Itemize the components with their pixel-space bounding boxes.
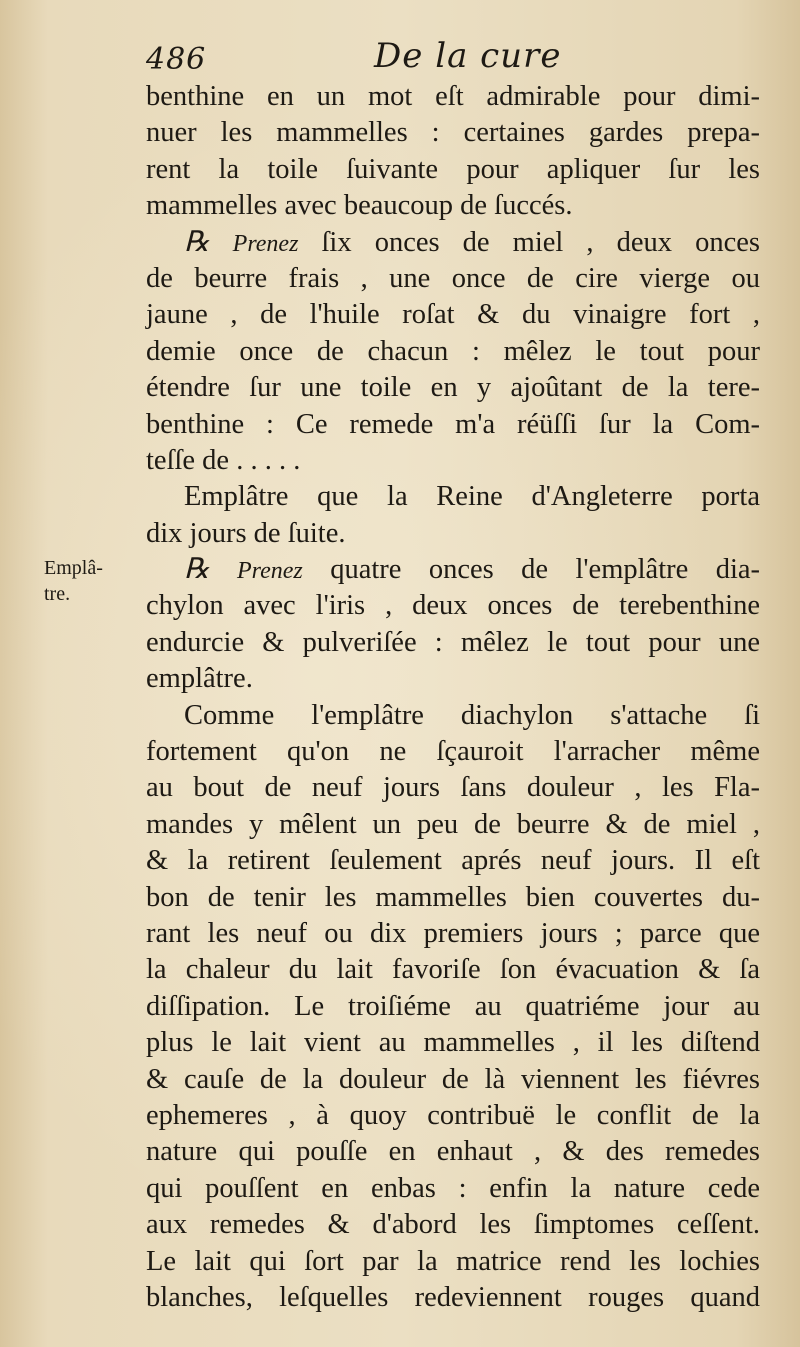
line-text: rant les neuf ou dix premiers jours ; parce que (146, 917, 760, 949)
line-text: nature qui pouſſe en enhaut , & des remedes (146, 1136, 760, 1168)
running-title: De la cure (374, 36, 562, 76)
line-text: aux remedes & d'abord les ſimptomes ceſſent. (146, 1209, 760, 1241)
text-line (146, 1280, 760, 1316)
line-text: plus le lait vient au mammelles , il les diſtend (146, 1027, 760, 1059)
line-text: ſix onces de miel , deux onces (321, 226, 761, 258)
text-line (146, 1025, 760, 1061)
text-line (146, 1134, 760, 1170)
line-text: au bout de neuf jours ſans douleur , les Fla- (146, 772, 760, 804)
line-text: & cauſe de la douleur de là viennent les fiévres (146, 1063, 760, 1095)
line-text: emplâtre. (146, 663, 253, 695)
line-text: bon de tenir les mammelles bien couvertes du- (146, 881, 760, 913)
line-text: la chaleur du lait favoriſe ſon évacuation & ſa (146, 954, 760, 986)
text-line (146, 297, 760, 333)
text-line (146, 807, 760, 843)
text-line (146, 1098, 760, 1134)
line-text: nuer les mammelles : certaines gardes prepa- (146, 117, 760, 149)
text-line (146, 1171, 760, 1207)
line-text: Comme l'emplâtre diachylon s'attache ſi (184, 699, 760, 731)
line-text: blanches, leſquelles redeviennent rouges quand (146, 1281, 760, 1313)
line-text: qui pouſſent en enbas : enfin la nature cede (146, 1172, 760, 1204)
italic-word: Prenez (237, 558, 303, 585)
text-line (146, 661, 760, 697)
line-text: étendre ſur une toile en y ajoûtant de la tere- (146, 372, 760, 404)
margin-note-line: tre. (44, 583, 71, 605)
line-text: jaune , de l'huile roſat & du vinaigre fort , (146, 299, 760, 331)
text-line (146, 479, 760, 515)
text-line (146, 1062, 760, 1098)
text-line (146, 843, 760, 879)
text-line (146, 1244, 760, 1280)
line-text: mandes y mêlent un peu de beurre & de miel , (146, 808, 760, 840)
text-line (146, 516, 760, 552)
text-line (146, 1207, 760, 1243)
recipe-symbol: ℞ (184, 226, 210, 258)
text-line (146, 407, 760, 443)
margin-note (44, 555, 103, 607)
line-text: benthine : Ce remede m'a réüſſi ſur la Com- (146, 408, 760, 440)
text-line (146, 588, 760, 624)
line-text: mammelles avec beaucoup de ſuccés. (146, 190, 573, 222)
italic-word: Prenez (232, 230, 299, 257)
text-line (146, 552, 760, 588)
line-text: de beurre frais , une once de cire vierge ou (146, 262, 760, 294)
text-line (146, 261, 760, 297)
text-line (146, 952, 760, 988)
line-text: demie once de chacun : mêlez le tout pour (146, 335, 760, 367)
line-text: Emplâtre que la Reine d'Angleterre porta (184, 481, 760, 513)
line-text: benthine en un mot eſt admirable pour dimi- (146, 81, 760, 112)
line-text: & la retirent ſeulement aprés neuf jours. Il eſt (146, 845, 760, 877)
text-line (146, 625, 760, 661)
line-text: Le lait qui ſort par la matrice rend les lochies (146, 1245, 760, 1277)
line-text: teſſe de . . . . . (146, 444, 301, 476)
text-line (146, 79, 760, 115)
body-text (146, 79, 760, 1316)
line-text: quatre onces de l'emplâtre dia- (330, 554, 760, 586)
line-text: fortement qu'on ne ſçauroit l'arracher même (146, 736, 760, 768)
line-text: endurcie & pulveriſée : mêlez le tout pour une (146, 626, 760, 658)
text-line (146, 152, 760, 188)
text-line (146, 188, 760, 224)
line-text: diſſipation. Le troiſiéme au quatriéme jour au (146, 990, 760, 1022)
text-line (146, 989, 760, 1025)
text-line (146, 698, 760, 734)
recipe-symbol: ℞ (184, 554, 210, 586)
line-text: chylon avec l'iris , deux onces de terebenthine (146, 590, 760, 622)
line-text: rent la toile ſuivante pour apliquer ſur les (146, 153, 760, 185)
margin-note-line: Emplâ- (44, 557, 103, 579)
text-line (146, 443, 760, 479)
text-line (146, 770, 760, 806)
line-text: ephemeres , à quoy contribuë le conflit de la (146, 1099, 760, 1131)
text-line (146, 115, 760, 151)
text-line (146, 916, 760, 952)
text-line (146, 225, 760, 261)
line-text: dix jours de ſuite. (146, 517, 346, 549)
page-number: 486 (146, 42, 207, 77)
text-line (146, 734, 760, 770)
text-line (146, 334, 760, 370)
text-line (146, 880, 760, 916)
text-line (146, 370, 760, 406)
